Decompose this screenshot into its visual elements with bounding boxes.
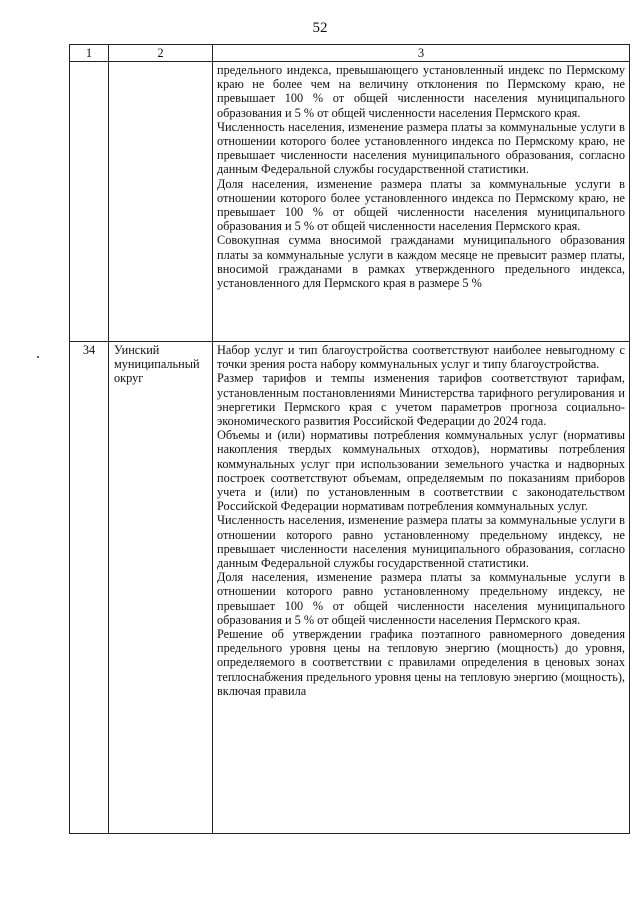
condition-paragraph: Совокупная сумма вносимой гражданами муниципального образования платы за коммунальные услуги в каждом месяце не превысит размер платы, вносимой гражданами в рамках утвержденного предельного индекса, установленного для Пермского края в размере 5 %	[217, 233, 625, 291]
document-table	[69, 44, 630, 834]
condition-paragraph: Численность населения, изменение размера платы за коммунальные услуги в отношении которого более установленного индекса по Пермскому краю, не превышает численности населения муниципального образования, согласно данным Федеральной службы государственной статистики.	[217, 119, 625, 177]
page-number: 52	[312, 20, 328, 36]
condition-paragraph: Доля населения, изменение размера платы за коммунальные услуги в отношении которого равно установленному предельному индексу, не превышает 100 % от общей численности населения муниципального образования и 5 % от общей численности населения Пермского края.	[217, 570, 625, 627]
condition-paragraph: Численность населения, изменение размера платы за коммунальные услуги в отношении которого равно установленному предельному индексу, не превышает численности населения муниципального образования, согласно данным Федеральной службы государственной статистики.	[217, 513, 625, 571]
header-col-2: 2	[109, 45, 213, 62]
table-row	[70, 62, 630, 342]
header-col-1: 1	[70, 45, 109, 62]
table-row	[70, 342, 630, 834]
row-number	[70, 62, 109, 342]
row-municipality	[109, 62, 213, 342]
table-header-row	[70, 45, 630, 62]
condition-paragraph: Размер тарифов и темпы изменения тарифов соответствуют тарифам, установленным постановлениями Министерства тарифного регулирования и энергетики Пермского края с учетом параметров прогноза социально-экономического развития Российской Федерации до 2024 года.	[217, 371, 625, 429]
row-municipality: Уинский муниципальный округ	[109, 342, 213, 834]
condition-paragraph: Решение об утверждении графика поэтапного равномерного доведения предельного уровня цены на тепловую энергию (мощность) до уровня, определяемого в соответствии с правилами определения в ценовых зонах теплоснабжения предельного уровня цены на тепловую энергию (мощность), включая правила	[217, 627, 625, 698]
row-conditions	[213, 342, 630, 834]
row-conditions	[213, 62, 630, 342]
condition-paragraph: Доля населения, изменение размера платы за коммунальные услуги в отношении которого более установленного индекса по Пермскому краю, не превышает 100 % от общей численности населения муниципального образования и 5 % от общей численности населения Пермского края.	[217, 176, 625, 234]
row-number: 34	[70, 342, 109, 834]
condition-paragraph: предельного индекса, превышающего установленный индекс по Пермскому краю не более чем на величину отклонения по Пермскому краю, не превышает 100 % от общей численности населения муниципального образования и 5 % от общей численности населения Пермского края.	[217, 63, 625, 120]
header-col-3: 3	[213, 45, 630, 62]
condition-paragraph: Набор услуг и тип благоустройства соответствуют наиболее невыгодному с точки зрения роста набору коммунальных услуг и типу благоустройства.	[217, 343, 625, 372]
scan-speck	[37, 356, 39, 358]
condition-paragraph: Объемы и (или) нормативы потребления коммунальных услуг (нормативы накопления твердых коммунальных отходов), нормативы потребления коммунальных услуг при использовании земельного участка и надворных построек соответствуют объемам, определяемым по показаниям приборов учета и (или) по установленным в соответствии с законодательством Российской Федерации нормативам потребления коммунальных услуг.	[217, 428, 625, 514]
